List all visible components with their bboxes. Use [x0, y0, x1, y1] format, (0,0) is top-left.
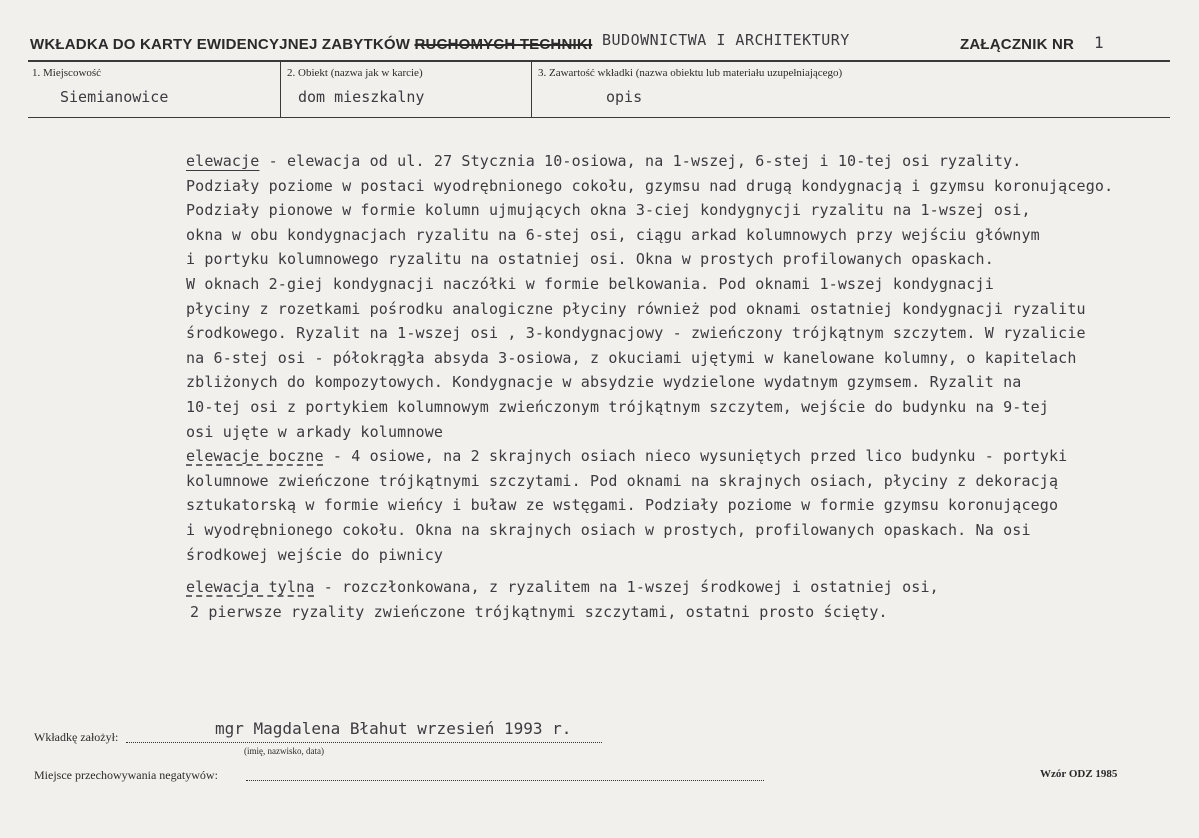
attachment-label: ZAŁĄCZNIK NR	[960, 36, 1075, 53]
section-heading: elewacje	[186, 152, 260, 170]
section-heading: elewacja tylna	[186, 578, 315, 597]
body-line-text: płyciny z rozetkami pośrodku analogiczne płyciny również pod oknami ostatniej kondygnacji ryzalitu	[186, 299, 1086, 318]
locality-value: Siemianowice	[60, 88, 169, 106]
body-line	[190, 603, 888, 621]
body-line	[186, 496, 1058, 514]
body-line-text: sztukatorską w formie wieńcy i buław ze wstęgami. Podziały poziome w formie gzymsu koronującego	[186, 496, 1059, 515]
body-line	[186, 275, 994, 293]
body-line	[186, 447, 1067, 465]
body-line	[186, 152, 1021, 170]
body-line	[186, 177, 1113, 195]
body-line	[186, 300, 1086, 318]
body-line-text: Podziały pionowe w formie kolumn ujmujących okna 3-ciej kondygnycji ryzalitu na 1-wszej osi,	[186, 201, 1031, 220]
body-line	[186, 423, 443, 441]
form-title-struck: RUCHOMYCH TECHNIKI	[414, 36, 593, 53]
body-line	[186, 521, 1031, 539]
body-line-text: W oknach 2-giej kondygnacji naczółki w formie belkowania. Pod oknami 1-wszej kondygnacji	[186, 275, 994, 293]
body-line-text: kolumnowe zwieńczone trójkątnymi szczytami. Pod oknami na skrajnych osiach, płyciny z dekoracją	[186, 471, 1059, 490]
body-line-text: 2 pierwsze ryzality zwieńczone trójkątnymi szczytami, ostatni prosto ścięty.	[190, 602, 888, 621]
object-label: 2. Obiekt (nazwa jak w karcie)	[287, 67, 423, 79]
content-label: 3. Zawartość wkładki (nazwa obiektu lub materiału uzupełniającego)	[538, 67, 843, 79]
body-line	[186, 226, 1040, 244]
author-dotted-line	[126, 742, 602, 743]
body-line	[186, 373, 1021, 391]
body-line	[186, 398, 1049, 416]
negatives-dotted-line	[246, 780, 764, 781]
body-line-text: - 4 osiowe, na 2 skrajnych osiach nieco wysuniętych przed lico budynku - portyki	[323, 447, 1068, 466]
body-line-text: i portyku kolumnowego ryzalitu na ostatniej osi. Okna w prostych profilowanych opaskach.	[186, 250, 994, 269]
body-line	[186, 546, 443, 564]
body-line-text: - elewacja od ul. 27 Stycznia 10-osiowa, na 1-wszej, 6-stej i 10-tej osi ryzality.	[259, 152, 1022, 170]
body-line-text: i wyodrębnionego cokołu. Okna na skrajnych osiach w prostych, profilowanych opaskach. Na osi	[186, 521, 1031, 539]
body-line	[186, 324, 1086, 342]
negatives-label: Miejsce przechowywania negatywów:	[34, 768, 218, 782]
body-line-text: - rozczłonkowana, z ryzalitem na 1-wszej środkowej i ostatniej osi,	[314, 578, 939, 597]
author-label: Wkładkę założył:	[34, 730, 119, 744]
form-code: Wzór ODZ 1985	[1040, 768, 1118, 780]
body-line-text: Podziały poziome w postaci wyodrębnionego cokołu, gzymsu nad drugą kondygnacją i gzymsu koronującego.	[186, 176, 1114, 195]
locality-label: 1. Miejscowość	[32, 67, 102, 79]
author-hint: (imię, nazwisko, data)	[244, 746, 324, 756]
section-heading: elewacje boczne	[186, 447, 324, 466]
body-line	[186, 472, 1058, 490]
field-row-rule	[28, 117, 1170, 118]
content-value: opis	[606, 88, 643, 106]
body-line	[186, 349, 1077, 367]
body-line	[186, 578, 939, 596]
author-value: mgr Magdalena Błahut wrzesień 1993 r.	[215, 719, 572, 738]
body-line-text: na 6-stej osi - półokrągła absyda 3-osiowa, z okuciami ujętymi w kanelowane kolumny, o kapitelach	[186, 348, 1077, 367]
body-line	[186, 250, 994, 268]
attachment-number: 1	[1094, 33, 1104, 52]
body-line	[186, 201, 1031, 219]
field-divider-1	[280, 62, 281, 118]
form-title-typed-addition: BUDOWNICTWA I ARCHITEKTURY	[602, 31, 850, 49]
body-line-text: 10-tej osi z portykiem kolumnowym zwieńczonym trójkątnym szczytem, wejście do budynku na 9-tej	[186, 398, 1049, 416]
body-line-text: środkowego. Ryzalit na 1-wszej osi , 3-kondygnacjowy - zwieńczony trójkątnym szczytem. W ryzalicie	[186, 324, 1086, 343]
body-line-text: osi ujęte w arkady kolumnowe	[186, 422, 444, 441]
form-title	[30, 36, 592, 53]
form-title-prefix: WKŁADKA DO KARTY EWIDENCYJNEJ ZABYTKÓW	[30, 36, 411, 53]
body-line-text: środkowej wejście do piwnicy	[186, 545, 444, 564]
body-line-text: okna w obu kondygnacjach ryzalitu na 6-stej osi, ciągu arkad kolumnowych przy wejściu głównym	[186, 225, 1040, 244]
header-rule	[28, 60, 1170, 62]
field-divider-2	[531, 62, 532, 118]
object-value: dom mieszkalny	[298, 88, 425, 106]
body-line-text: zbliżonych do kompozytowych. Kondygnacje w absydzie wydzielone wydatnym gzymsem. Ryzalit na	[186, 373, 1022, 392]
